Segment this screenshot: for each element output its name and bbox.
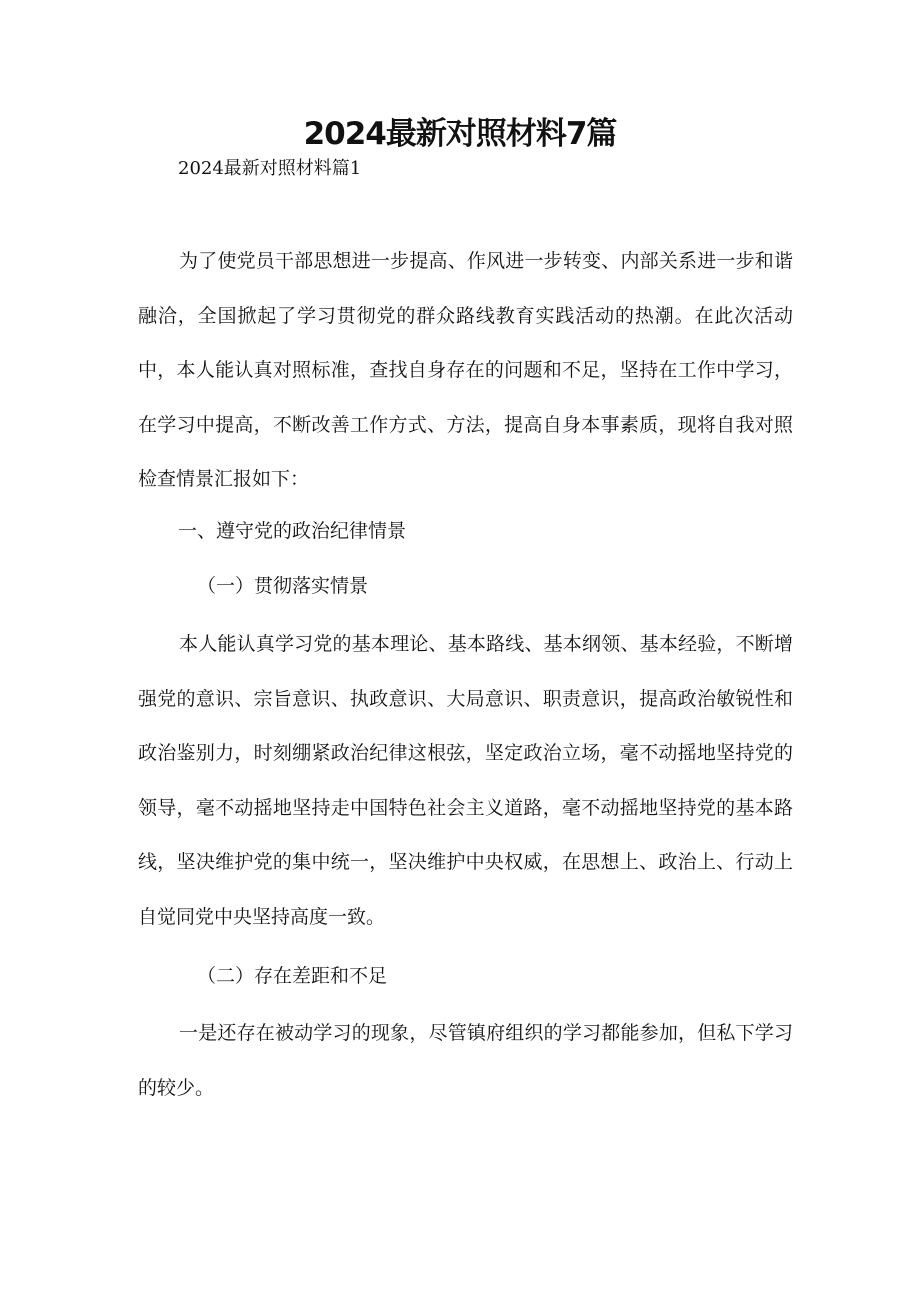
- subsection-heading-2: （二）存在差距和不足: [197, 965, 388, 987]
- subsection-heading-1: （一）贯彻落实情景: [197, 575, 369, 597]
- document-subtitle: 2024最新对照材料篇1: [178, 158, 362, 179]
- intro-paragraph: 为了使党员干部思想进一步提高、作风进一步转变、内部关系进一步和谐融洽，全国掀起了学习贯彻党的群众路线教育实践活动的热潮。在此次活动中，本人能认真对照标准，查找自身存在的问题和不足，坚持在工作中学习，在学习中提高，不断改善工作方式、方法，提高自身本事素质，现将自我对照检查情景汇报如下：: [138, 250, 793, 490]
- subsection-body-1: 本人能认真学习党的基本理论、基本路线、基本纲领、基本经验，不断增强党的意识、宗旨意识、执政意识、大局意识、职责意识，提高政治敏锐性和政治鉴别力，时刻绷紧政治纪律这根弦，坚定政治立场，毫不动摇地坚持党的领导，毫不动摇地坚持走中国特色社会主义道路，毫不动摇地坚持党的基本路线，坚决维护党的集中统一，坚决维护中央权威，在思想上、政治上、行动上自觉同党中央坚持高度一致。: [138, 633, 793, 928]
- section-heading-1: 一、遵守党的政治纪律情景: [178, 520, 407, 542]
- document-title: 2024最新对照材料7篇: [303, 116, 617, 152]
- subsection-body-2: 一是还存在被动学习的现象，尽管镇府组织的学习都能参加，但私下学习的较少。: [138, 1022, 793, 1099]
